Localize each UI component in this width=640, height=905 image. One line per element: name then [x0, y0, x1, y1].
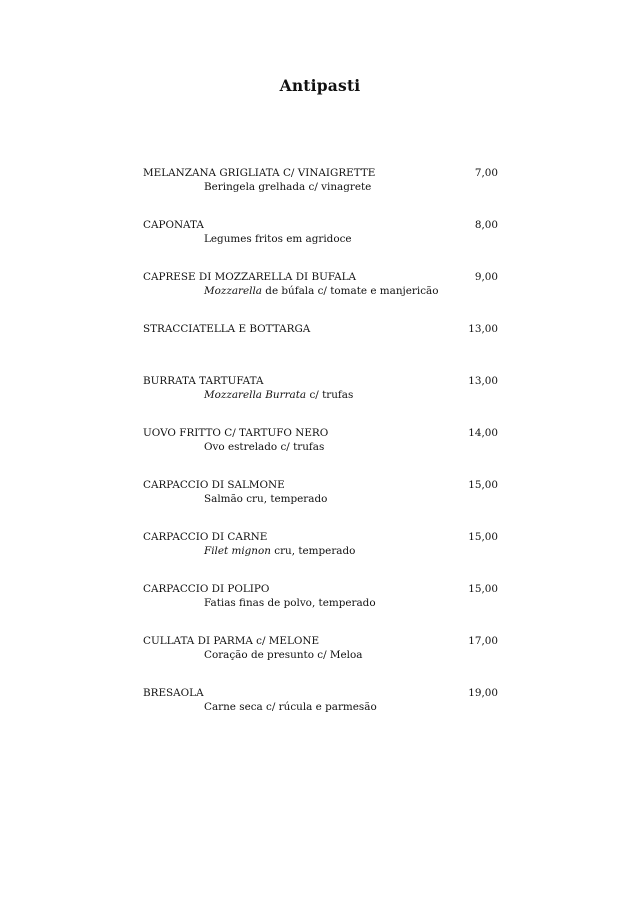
- item-description-text: Beringela grelhada c/ vinagrete: [204, 181, 372, 193]
- item-price: 19,00: [468, 687, 498, 699]
- item-description: [204, 649, 362, 662]
- item-price: 7,00: [474, 167, 498, 179]
- item-price: 8,00: [474, 219, 498, 231]
- item-description-text: Fatias finas de polvo, temperado: [204, 597, 376, 609]
- item-name: MELANZANA GRIGLIATA C/ VINAIGRETTE: [143, 167, 376, 179]
- item-description: [204, 181, 371, 194]
- item-description-text: Ovo estrelado c/ trufas: [204, 441, 325, 453]
- menu-item: [143, 375, 498, 427]
- item-description: [204, 701, 377, 714]
- item-description-text: c/ trufas: [306, 389, 354, 401]
- item-description-italic: Mozzarella Burrata: [204, 389, 307, 401]
- item-description: [204, 285, 438, 298]
- item-price: 15,00: [468, 583, 498, 595]
- item-price: 9,00: [474, 271, 498, 283]
- item-name: CAPONATA: [143, 219, 204, 231]
- page-title: Antipasti: [279, 76, 361, 95]
- item-description-text: cru, temperado: [270, 545, 356, 557]
- item-description: [204, 545, 355, 558]
- item-description-italic: Mozzarella: [204, 285, 262, 297]
- item-description: [204, 597, 376, 610]
- item-name: CARPACCIO DI SALMONE: [143, 479, 285, 491]
- item-name: UOVO FRITTO C/ TARTUFO NERO: [143, 427, 329, 439]
- item-price: 13,00: [468, 323, 498, 335]
- menu-item: [143, 583, 498, 635]
- item-description-italic: Filet mignon: [204, 545, 271, 557]
- item-name: STRACCIATELLA E BOTTARGA: [143, 323, 311, 335]
- item-description: [204, 233, 352, 246]
- item-description-text: Legumes fritos em agridoce: [204, 233, 352, 245]
- item-description-text: Coração de presunto c/ Meloa: [204, 649, 363, 661]
- item-description: [204, 441, 324, 454]
- menu-item: [143, 427, 498, 479]
- item-description: [204, 493, 327, 506]
- item-name: BURRATA TARTUFATA: [143, 375, 264, 387]
- item-price: 17,00: [468, 635, 498, 647]
- menu-list: [143, 167, 498, 739]
- item-name: BRESAOLA: [143, 687, 204, 699]
- menu-item: [143, 167, 498, 219]
- menu-item: [143, 635, 498, 687]
- item-name: CARPACCIO DI CARNE: [143, 531, 268, 543]
- item-name: CAPRESE DI MOZZARELLA DI BUFALA: [143, 271, 357, 283]
- menu-item: [143, 531, 498, 583]
- item-name: CARPACCIO DI POLIPO: [143, 583, 270, 595]
- item-description-text: de búfala c/ tomate e manjericão: [262, 285, 439, 297]
- item-description-text: Salmão cru, temperado: [204, 493, 328, 505]
- item-price: 15,00: [468, 479, 498, 491]
- menu-item: [143, 687, 498, 739]
- item-name: CULLATA DI PARMA c/ MELONE: [143, 635, 320, 647]
- menu-item: [143, 479, 498, 531]
- item-description-text: Carne seca c/ rúcula e parmesão: [204, 701, 377, 713]
- item-description: [204, 389, 353, 402]
- menu-item: [143, 219, 498, 271]
- item-price: 14,00: [468, 427, 498, 439]
- item-price: 13,00: [468, 375, 498, 387]
- item-price: 15,00: [468, 531, 498, 543]
- menu-item: [143, 271, 498, 323]
- menu-item: [143, 323, 498, 375]
